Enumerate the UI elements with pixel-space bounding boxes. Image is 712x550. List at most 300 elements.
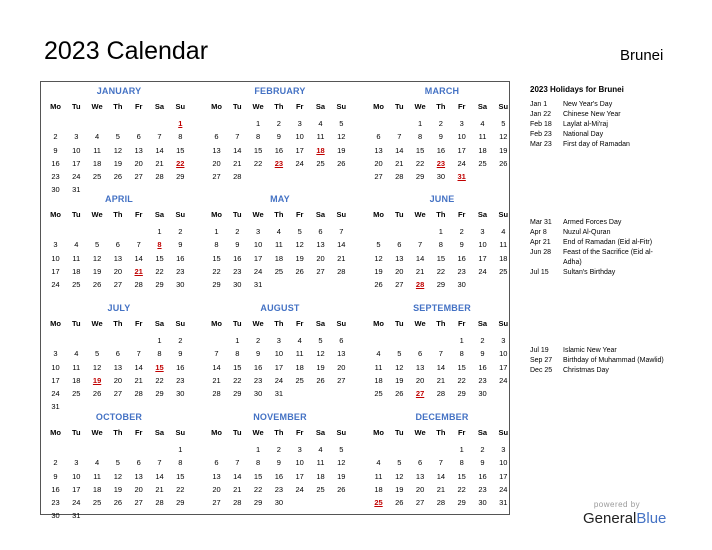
day-cell: 28 (212, 389, 221, 398)
day-cell: 24 (72, 498, 81, 507)
day-cell: 15 (457, 471, 466, 481)
day-cell: 18 (72, 266, 81, 276)
day-cell: 25 (92, 498, 102, 507)
day-cell: 31 (274, 389, 284, 398)
day-cell: 24 (478, 266, 487, 276)
month-january (45, 84, 193, 195)
day-cell: 20 (212, 158, 221, 168)
holiday-name: Chinese New Year (563, 111, 621, 118)
day-cell: 21 (337, 253, 346, 263)
day-cell: 10 (499, 458, 508, 468)
day-cell: 7 (235, 458, 240, 468)
day-cell: 30 (457, 280, 466, 289)
day-cell: 9 (480, 458, 485, 468)
day-cell: 15 (415, 145, 425, 155)
day-cell: 6 (136, 458, 141, 468)
weekday-header: Su (175, 428, 186, 437)
day-cell: 1 (256, 445, 261, 455)
day-cell: 24 (499, 484, 508, 494)
weekday-header: Th (113, 210, 123, 219)
day-cell: 21 (233, 158, 242, 168)
day-cell: 20 (415, 375, 425, 385)
day-cell: 6 (214, 132, 219, 142)
weekday-header: We (414, 428, 426, 437)
weekday-header: Su (336, 102, 347, 111)
day-cell: 8 (459, 458, 464, 468)
day-cell: 2 (276, 445, 281, 455)
weekday-header: Tu (71, 319, 81, 328)
day-cell: 23 (176, 266, 185, 276)
day-cell: 20 (374, 158, 383, 168)
weekday-header: Tu (71, 210, 81, 219)
weekday-header: Tu (232, 319, 242, 328)
holiday-day: 1 (178, 119, 183, 129)
day-cell: 4 (297, 336, 302, 346)
day-cell: 8 (235, 349, 240, 359)
weekday-header: Mo (211, 210, 222, 219)
day-cell: 11 (478, 132, 487, 142)
holiday-name: Armed Forces Day (563, 219, 622, 226)
day-cell: 7 (438, 349, 443, 359)
day-cell: 1 (157, 227, 162, 237)
day-cell: 11 (93, 471, 101, 481)
weekday-header: Fr (295, 210, 304, 219)
weekday-header: We (252, 210, 264, 219)
day-cell: 19 (92, 266, 102, 276)
day-cell: 20 (212, 484, 221, 494)
day-cell: 10 (499, 349, 508, 359)
day-cell: 20 (113, 375, 123, 385)
day-cell: 20 (395, 266, 404, 276)
day-cell: 4 (318, 119, 323, 129)
holiday-row (530, 238, 670, 248)
day-cell: 14 (155, 145, 164, 155)
day-cell: 21 (155, 484, 164, 494)
weekday-header: Fr (457, 210, 466, 219)
day-cell: 22 (436, 266, 446, 276)
day-cell: 5 (339, 119, 344, 129)
day-cell: 31 (72, 511, 81, 521)
day-cell: 26 (113, 498, 123, 507)
day-cell: 5 (115, 458, 120, 468)
day-cell: 10 (457, 132, 466, 142)
day-cell: 23 (457, 266, 466, 276)
day-cell: 15 (155, 253, 164, 263)
weekday-header: Su (498, 210, 509, 219)
day-cell: 18 (92, 158, 102, 168)
weekday-header: Sa (315, 428, 326, 437)
day-cell: 5 (297, 227, 302, 237)
weekday-header: Fr (295, 102, 304, 111)
month-name: NOVEMBER (253, 412, 307, 422)
weekday-header: We (91, 428, 103, 437)
weekday-header: Tu (394, 102, 404, 111)
holiday-name: Laylat al-Mi'raj (563, 121, 608, 128)
holiday-name: National Day (563, 131, 604, 138)
day-cell: 13 (337, 349, 346, 359)
day-cell: 4 (74, 240, 79, 250)
day-cell: 30 (233, 280, 242, 289)
day-cell: 26 (92, 280, 102, 289)
weekday-header: Sa (154, 319, 165, 328)
weekday-header: Mo (50, 210, 61, 219)
day-cell: 2 (53, 458, 58, 468)
day-cell: 30 (274, 498, 284, 507)
day-cell: 2 (459, 227, 464, 237)
weekday-header: Mo (50, 428, 61, 437)
day-cell: 21 (155, 158, 164, 168)
weekday-header: We (252, 102, 264, 111)
day-cell: 7 (157, 458, 162, 468)
day-cell: 13 (212, 145, 221, 155)
day-cell: 5 (397, 349, 402, 359)
day-cell: 16 (253, 362, 263, 372)
day-cell: 8 (418, 132, 423, 142)
day-cell: 26 (374, 280, 383, 289)
day-cell: 28 (436, 389, 446, 398)
day-cell: 23 (51, 498, 60, 507)
day-cell: 8 (459, 349, 464, 359)
day-cell: 19 (395, 484, 404, 494)
weekday-header: Sa (477, 102, 488, 111)
day-cell: 12 (337, 458, 346, 468)
day-cell: 4 (74, 349, 79, 359)
day-cell: 6 (418, 458, 423, 468)
day-cell: 1 (459, 336, 464, 346)
day-cell: 31 (72, 185, 81, 195)
day-cell: 5 (339, 445, 344, 455)
month-name: JULY (107, 303, 131, 313)
weekday-header: Mo (373, 210, 384, 219)
day-cell: 11 (316, 458, 325, 468)
day-cell: 16 (274, 145, 284, 155)
holiday-row (530, 356, 670, 366)
day-cell: 5 (376, 240, 381, 250)
weekday-header: Fr (295, 319, 304, 328)
day-cell: 24 (295, 484, 304, 494)
day-cell: 3 (501, 445, 506, 455)
weekday-header: Su (336, 319, 347, 328)
day-cell: 13 (316, 240, 325, 250)
day-cell: 22 (155, 266, 164, 276)
day-cell: 19 (113, 158, 123, 168)
day-cell: 29 (155, 389, 164, 398)
day-cell: 2 (178, 336, 183, 346)
day-cell: 6 (318, 227, 323, 237)
day-cell: 9 (276, 132, 281, 142)
day-cell: 28 (134, 389, 143, 398)
day-cell: 9 (235, 240, 240, 250)
month-february (206, 84, 354, 188)
day-cell: 15 (212, 253, 221, 263)
day-cell: 31 (51, 402, 60, 412)
day-cell: 2 (256, 336, 261, 346)
holiday-row (530, 140, 670, 150)
holiday-date: Feb 18 (530, 121, 552, 128)
weekday-header: Su (498, 102, 509, 111)
day-cell: 14 (155, 471, 164, 481)
day-cell: 26 (395, 389, 404, 398)
weekday-header: Th (274, 319, 284, 328)
month-name: JANUARY (96, 86, 142, 96)
day-cell: 13 (374, 145, 383, 155)
day-cell: 3 (256, 227, 261, 237)
day-cell: 21 (134, 375, 143, 385)
weekday-header: Mo (373, 102, 384, 111)
day-cell: 11 (316, 132, 325, 142)
day-cell: 2 (178, 227, 183, 237)
day-cell: 19 (337, 471, 346, 481)
day-cell: 23 (478, 484, 487, 494)
day-cell: 7 (418, 240, 423, 250)
day-cell: 16 (51, 158, 60, 168)
day-cell: 27 (113, 389, 123, 398)
weekday-header: Tu (394, 428, 404, 437)
day-cell: 29 (155, 280, 164, 289)
day-cell: 4 (480, 119, 485, 129)
weekday-header: Th (113, 319, 123, 328)
weekday-header: Mo (211, 428, 222, 437)
weekday-header: Mo (373, 319, 384, 328)
day-cell: 22 (212, 266, 221, 276)
day-cell: 24 (72, 172, 81, 181)
day-cell: 1 (418, 119, 423, 129)
day-cell: 21 (233, 484, 242, 494)
holiday-name: First day of Ramadan (563, 141, 630, 148)
month-name: MAY (270, 194, 290, 204)
weekday-header: Th (274, 102, 284, 111)
day-cell: 22 (155, 375, 164, 385)
day-cell: 22 (253, 484, 263, 494)
day-cell: 24 (457, 158, 466, 168)
day-cell: 27 (212, 172, 221, 181)
day-cell: 25 (72, 389, 81, 398)
holiday-row (530, 268, 670, 278)
weekday-header: We (91, 210, 103, 219)
day-cell: 6 (418, 349, 423, 359)
weekday-header: Tu (232, 210, 242, 219)
day-cell: 11 (295, 349, 304, 359)
day-cell: 3 (53, 349, 58, 359)
day-cell: 7 (438, 458, 443, 468)
day-cell: 30 (478, 389, 487, 398)
day-cell: 17 (499, 362, 508, 372)
day-cell: 8 (256, 458, 261, 468)
holiday-date: Jan 22 (530, 111, 552, 118)
day-cell: 14 (337, 240, 346, 250)
day-cell: 13 (212, 471, 221, 481)
day-cell: 5 (501, 119, 506, 129)
day-cell: 6 (397, 240, 402, 250)
day-cell: 4 (276, 227, 281, 237)
day-cell: 24 (295, 158, 304, 168)
holiday-row (530, 130, 670, 140)
day-cell: 14 (233, 145, 242, 155)
day-cell: 19 (395, 375, 404, 385)
day-cell: 22 (233, 375, 242, 385)
day-cell: 17 (72, 158, 81, 168)
day-cell: 5 (95, 240, 100, 250)
day-cell: 12 (295, 240, 304, 250)
day-cell: 3 (74, 458, 79, 468)
holiday-day: 18 (316, 145, 325, 155)
holiday-date: Dec 25 (530, 367, 553, 374)
day-cell: 18 (374, 375, 383, 385)
day-cell: 28 (395, 172, 404, 181)
day-cell: 4 (318, 445, 323, 455)
day-cell: 3 (501, 336, 506, 346)
generalblue-logo[interactable] (583, 510, 666, 528)
weekday-header: Sa (315, 210, 326, 219)
day-cell: 13 (134, 471, 143, 481)
day-cell: 12 (92, 253, 102, 263)
day-cell: 11 (274, 240, 283, 250)
day-cell: 17 (72, 484, 81, 494)
holiday-day: 22 (176, 158, 185, 168)
day-cell: 15 (457, 362, 466, 372)
day-cell: 20 (415, 484, 425, 494)
day-cell: 22 (457, 375, 466, 385)
holiday-row (530, 346, 670, 356)
day-cell: 25 (274, 266, 284, 276)
holiday-row (530, 228, 670, 238)
day-cell: 7 (136, 349, 141, 359)
day-cell: 8 (157, 349, 162, 359)
day-cell: 9 (178, 240, 183, 250)
day-cell: 11 (374, 362, 383, 372)
day-cell: 10 (51, 253, 60, 263)
day-cell: 30 (176, 280, 185, 289)
day-cell: 6 (214, 458, 219, 468)
day-cell: 29 (233, 389, 242, 398)
weekday-header: We (252, 319, 264, 328)
day-cell: 8 (438, 240, 443, 250)
month-april (45, 192, 193, 296)
powered-by-label: powered by (593, 500, 641, 509)
month-march (368, 84, 516, 188)
day-cell: 22 (253, 158, 263, 168)
day-cell: 9 (178, 349, 183, 359)
day-cell: 20 (337, 362, 346, 372)
day-cell: 19 (374, 266, 383, 276)
holiday-day: 15 (155, 362, 164, 372)
day-cell: 16 (233, 253, 242, 263)
day-cell: 16 (51, 484, 60, 494)
day-cell: 16 (457, 253, 466, 263)
month-august (206, 301, 354, 405)
day-cell: 10 (72, 471, 81, 481)
month-june (368, 192, 516, 296)
day-cell: 21 (436, 484, 446, 494)
weekday-header: We (414, 210, 426, 219)
day-cell: 25 (316, 158, 325, 168)
day-cell: 23 (478, 375, 487, 385)
day-cell: 17 (295, 471, 304, 481)
day-cell: 1 (438, 227, 443, 237)
day-cell: 21 (415, 266, 425, 276)
day-cell: 27 (316, 266, 325, 276)
weekday-header: Fr (134, 319, 143, 328)
day-cell: 4 (376, 349, 381, 359)
holiday-name: New Year's Day (563, 101, 613, 108)
day-cell: 5 (95, 349, 100, 359)
day-cell: 24 (51, 280, 60, 289)
day-cell: 9 (459, 240, 464, 250)
weekday-header: Sa (154, 210, 165, 219)
day-cell: 8 (256, 132, 261, 142)
day-cell: 16 (176, 362, 185, 372)
day-cell: 15 (436, 253, 446, 263)
day-cell: 17 (51, 375, 60, 385)
day-cell: 7 (157, 132, 162, 142)
holiday-name: Nuzul Al-Quran (563, 229, 611, 236)
day-cell: 3 (459, 119, 464, 129)
day-cell: 18 (92, 484, 102, 494)
day-cell: 20 (134, 484, 143, 494)
month-name: OCTOBER (95, 412, 143, 422)
day-cell: 19 (499, 145, 508, 155)
day-cell: 4 (95, 132, 100, 142)
day-cell: 3 (53, 240, 58, 250)
day-cell: 12 (337, 132, 346, 142)
day-cell: 28 (337, 266, 346, 276)
holiday-row (530, 248, 670, 268)
weekday-header: Su (175, 319, 186, 328)
day-cell: 5 (397, 458, 402, 468)
holiday-day: 23 (436, 158, 446, 168)
weekday-header: Fr (457, 319, 466, 328)
holiday-day: 23 (274, 158, 284, 168)
month-name: AUGUST (260, 303, 300, 313)
day-cell: 12 (113, 471, 123, 481)
weekday-header: Tu (232, 102, 242, 111)
month-name: JUNE (429, 194, 455, 204)
holiday-date: Jan 1 (530, 101, 548, 108)
day-cell: 7 (136, 240, 141, 250)
day-cell: 1 (178, 445, 183, 455)
day-cell: 14 (212, 362, 221, 372)
day-cell: 19 (316, 362, 325, 372)
day-cell: 12 (395, 471, 404, 481)
holiday-row (530, 366, 670, 376)
day-cell: 28 (155, 172, 164, 181)
day-cell: 26 (337, 484, 346, 494)
page-title: 2023 Calendar (44, 37, 209, 65)
day-cell: 25 (316, 484, 325, 494)
day-cell: 13 (134, 145, 143, 155)
day-cell: 25 (499, 266, 508, 276)
day-cell: 8 (178, 458, 183, 468)
day-cell: 4 (95, 458, 100, 468)
day-cell: 20 (134, 158, 143, 168)
day-cell: 23 (233, 266, 242, 276)
weekday-header: Th (436, 102, 446, 111)
day-cell: 29 (212, 280, 221, 289)
day-cell: 3 (297, 119, 302, 129)
weekday-header: Su (336, 210, 347, 219)
day-cell: 22 (176, 484, 185, 494)
day-cell: 20 (316, 253, 325, 263)
day-cell: 25 (478, 158, 487, 168)
day-cell: 14 (134, 253, 143, 263)
day-cell: 7 (235, 132, 240, 142)
day-cell: 10 (51, 362, 60, 372)
month-october (45, 410, 193, 521)
day-cell: 3 (74, 132, 79, 142)
holiday-name: Birthday of Muhammad (Mawlid) (563, 357, 664, 364)
day-cell: 30 (436, 172, 446, 181)
day-cell: 13 (415, 471, 425, 481)
